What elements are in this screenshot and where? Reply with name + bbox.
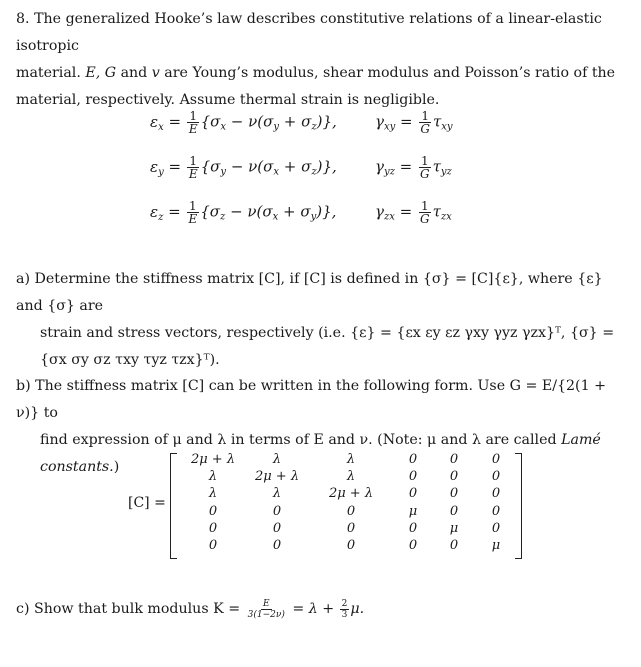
matrix-cell: 0 [272, 538, 282, 554]
equation-row-2: $\varepsilon_y$ = $\frac{1}{E}$ $\{\sigma_y - \nu(\sigma_x + \sigma_z)\}$, [150, 154, 337, 181]
part-b-line-2: find expression of μ and λ in terms of E and ν. (Note: μ and λ are called Lamé constants.) [40, 432, 601, 475]
matrix-cell: 0 [449, 469, 459, 485]
matrix-cell: μ [491, 538, 501, 554]
matrix-cell: μ [449, 520, 459, 536]
matrix-cell: 0 [346, 520, 356, 536]
problem-number: 8. [16, 11, 30, 27]
matrix-cell: 0 [208, 520, 218, 536]
matrix-cell: λ [208, 486, 218, 502]
shear-equation-1: $\gamma_{xy}$ = $\frac{1}{G}$ $\tau_{xy}$ [375, 109, 453, 136]
matrix-cell: 0 [408, 486, 418, 502]
intro-line-1 [16, 6, 626, 60]
matrix-right-bracket [515, 453, 522, 559]
part-a-line-1: a) Determine the stiffness matrix [C], if [C] is defined in {σ} = [C]{ε}, where {ε} and {σ} are [16, 271, 603, 314]
part-b-line-1: b) The stiffness matrix [C] can be written in the following form. Use G = E/{2(1 + ν)} to [16, 378, 607, 421]
matrix-cell: 0 [272, 520, 282, 536]
matrix-cell: 0 [408, 538, 418, 554]
matrix-cell: 0 [208, 538, 218, 554]
matrix-cell: 0 [408, 469, 418, 485]
matrix-cell: 0 [208, 503, 218, 519]
matrix-cell: 0 [491, 452, 501, 468]
matrix-cell: λ [272, 486, 282, 502]
matrix-row [180, 520, 516, 537]
stiffness-matrix [176, 453, 516, 557]
part-a [16, 266, 628, 374]
part-c: c) Show that bulk modulus K = $\frac{E}{3(1-2\nu)}$ = λ + $\frac{2}{3}$ μ. [16, 598, 365, 620]
matrix-cell: 2μ + λ [328, 486, 374, 502]
matrix-cell: μ [408, 503, 418, 519]
matrix-cell: 0 [346, 538, 356, 554]
shear-equation-2: $\gamma_{yz}$ = $\frac{1}{G}$ $\tau_{yz}$ [375, 154, 452, 181]
matrix-cell: 0 [491, 503, 501, 519]
matrix-row [180, 485, 516, 502]
intro-line-3: material, respectively. Assume thermal strain is negligible. [16, 92, 440, 108]
matrix-cell: 0 [449, 538, 459, 554]
matrix-cell: 0 [491, 520, 501, 536]
matrix-row [180, 451, 516, 468]
matrix-row [180, 537, 516, 554]
matrix-cell: 0 [346, 503, 356, 519]
matrix-cell: 0 [449, 503, 459, 519]
matrix-cell: λ [208, 469, 218, 485]
matrix-cell: 2μ + λ [254, 469, 300, 485]
matrix-cell: 0 [272, 503, 282, 519]
matrix-row [180, 468, 516, 485]
matrix-cell: 0 [491, 469, 501, 485]
matrix-row [180, 503, 516, 520]
equation-row-3: $\varepsilon_z$ = $\frac{1}{E}$ $\{\sigma_z - \nu(\sigma_x + \sigma_y)\}$, [150, 199, 337, 226]
part-a-line-2: strain and stress vectors, respectively (i.e. {ε} = {εx εy εz γxy γyz γzx}ᵀ, {σ} = [40, 325, 615, 341]
part-a-line-3: {σx σy σz τxy τyz τzx}ᵀ). [40, 352, 220, 368]
matrix-cell: 0 [491, 486, 501, 502]
matrix-cell: 2μ + λ [190, 452, 236, 468]
matrix-cell: λ [346, 469, 356, 485]
matrix-cell: 0 [408, 520, 418, 536]
eq1-lhs: $\varepsilon_x$ [150, 112, 164, 133]
matrix-table [180, 451, 516, 554]
matrix-cell: 0 [449, 452, 459, 468]
matrix-cell: 0 [408, 452, 418, 468]
equation-row-1: $\varepsilon_x$ = $\frac{1}{E}$ $\{\sigma_x - \nu(\sigma_y + \sigma_z)\}$, [150, 109, 337, 136]
matrix-left-bracket [170, 453, 177, 559]
intro-text-1: The generalized Hooke’s law describes constitutive relations of a linear-elastic isotropic [16, 11, 602, 54]
intro-line-2: material. E, G and v are Young’s modulus, shear modulus and Poisson’s ratio of the [16, 65, 616, 81]
matrix-cell: λ [346, 452, 356, 468]
shear-equation-3: $\gamma_{zx}$ = $\frac{1}{G}$ $\tau_{zx}$ [375, 199, 452, 226]
intro-paragraph [16, 6, 626, 114]
matrix-cell: 0 [449, 486, 459, 502]
matrix-cell: λ [272, 452, 282, 468]
matrix-label: [C] = [128, 495, 166, 511]
